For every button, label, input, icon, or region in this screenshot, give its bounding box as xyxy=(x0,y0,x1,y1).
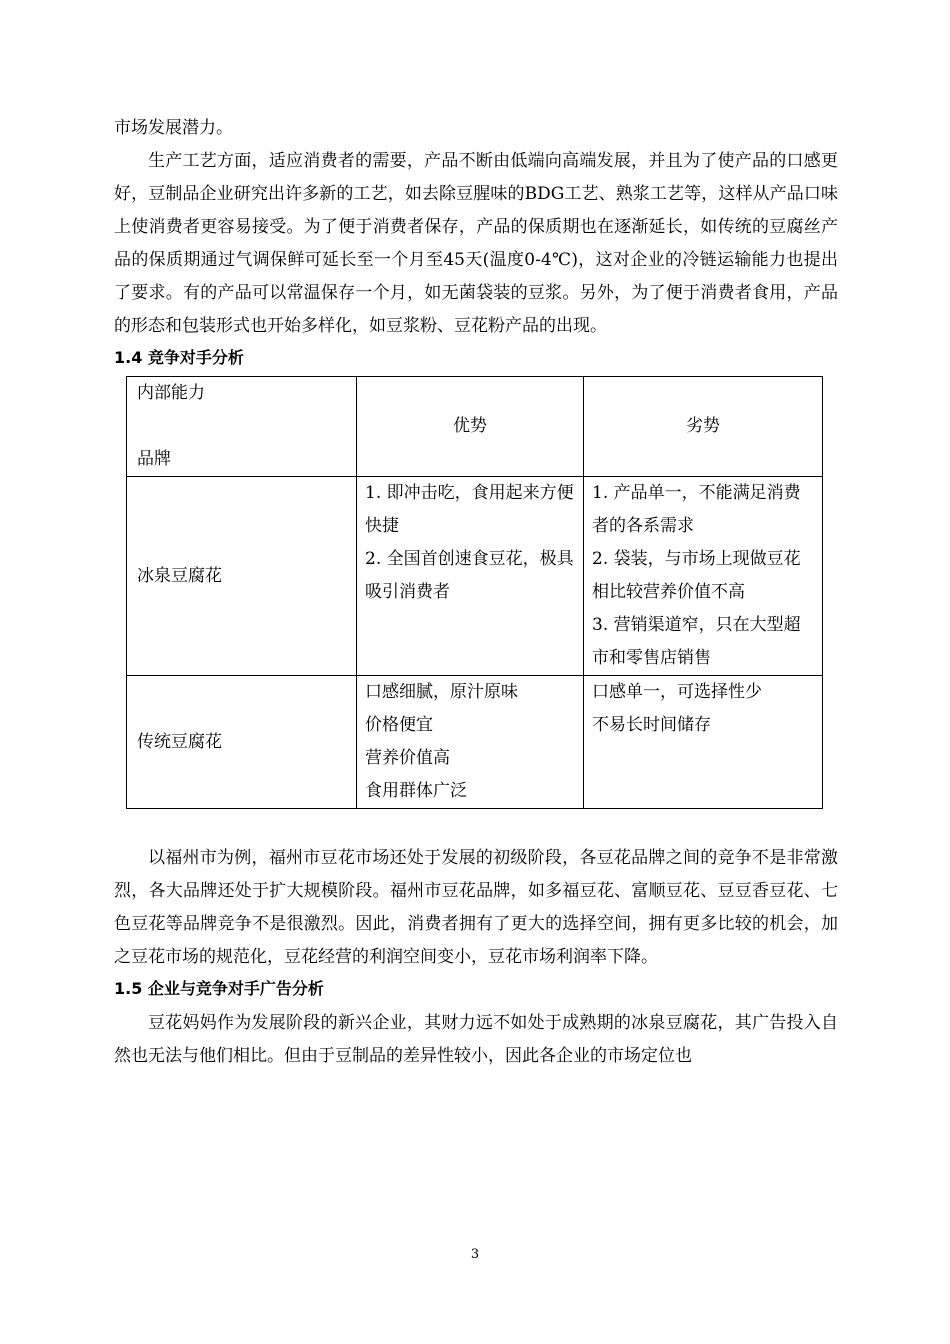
header-bottom-label: 品牌 xyxy=(137,449,171,469)
brand-cell: 冰泉豆腐花 xyxy=(127,477,357,676)
strength-item: 营养价值高 xyxy=(365,748,450,768)
strengths-cell xyxy=(357,477,584,676)
section-heading: 1.4 竞争对手分析 xyxy=(114,348,244,367)
weakness-item: 3. 营销渠道窄，只在大型超市和零售店销售 xyxy=(592,615,801,668)
weakness-item: 2. 袋装，与市场上现做豆花相比较营养价值不高 xyxy=(592,549,801,602)
page-number: 3 xyxy=(470,1247,480,1262)
column-header-weakness: 劣势 xyxy=(584,377,823,477)
paragraph: 豆花妈妈作为发展阶段的新兴企业，其财力远不如处于成熟期的冰泉豆腐花，其广告投入自然也无法与他们相比。但由于豆制品的差异性较小，因此各企业的市场定位也 xyxy=(114,1013,838,1066)
table-corner-cell xyxy=(127,377,357,477)
document-body xyxy=(114,112,838,1073)
weakness-item: 不易长时间储存 xyxy=(592,715,711,735)
strength-item: 1. 即冲击吃，食用起来方便快捷 xyxy=(365,483,574,536)
strength-item: 价格便宜 xyxy=(365,715,433,735)
paragraph: 以福州市为例，福州市豆花市场还处于发展的初级阶段，各豆花品牌之间的竞争不是非常激烈，各大品牌还处于扩大规模阶段。福州市豆花品牌，如多福豆花、富顺豆花、豆豆香豆花、七色豆花等品牌竞争不是很激烈。因此，消费者拥有了更大的选择空间，拥有更多比较的机会，加之豆花市场的规范化，豆花经营的利润空间变小，豆花市场利润率下降。 xyxy=(114,848,838,967)
table-header-row xyxy=(127,377,823,477)
table-row xyxy=(127,676,823,809)
table-row xyxy=(127,477,823,676)
header-top-label: 内部能力 xyxy=(137,383,205,403)
strengths-cell xyxy=(357,676,584,809)
brand-cell: 传统豆腐花 xyxy=(127,676,357,809)
strength-item: 口感细腻，原汁原味 xyxy=(365,682,518,702)
strength-item: 食用群体广泛 xyxy=(365,781,467,801)
weaknesses-cell xyxy=(584,676,823,809)
weaknesses-cell xyxy=(584,477,823,676)
paragraph: 生产工艺方面，适应消费者的需要，产品不断由低端向高端发展，并且为了使产品的口感更好，豆制品企业研究出许多新的工艺，如去除豆腥味的BDG工艺、熟浆工艺等，这样从产品口味上使消费者更容易接受。为了便于消费者保存，产品的保质期也在逐渐延长，如传统的豆腐丝产品的保质期通过气调保鲜可延长至一个月至45天(温度0-4℃)，这对企业的冷链运输能力也提出了要求。有的产品可以常温保存一个月，如无菌袋装的豆浆。另外，为了便于消费者食用，产品的形态和包装形式也开始多样化，如豆浆粉、豆花粉产品的出现。 xyxy=(114,151,838,336)
section-heading: 1.5 企业与竞争对手广告分析 xyxy=(114,979,324,998)
weakness-item: 1. 产品单一，不能满足消费者的各系需求 xyxy=(592,483,801,536)
column-header-strength: 优势 xyxy=(357,377,584,477)
strength-item: 2. 全国首创速食豆花，极具吸引消费者 xyxy=(365,549,574,602)
paragraph: 市场发展潜力。 xyxy=(114,118,233,138)
weakness-item: 口感单一，可选择性少 xyxy=(592,682,762,702)
competitor-table xyxy=(126,376,823,809)
